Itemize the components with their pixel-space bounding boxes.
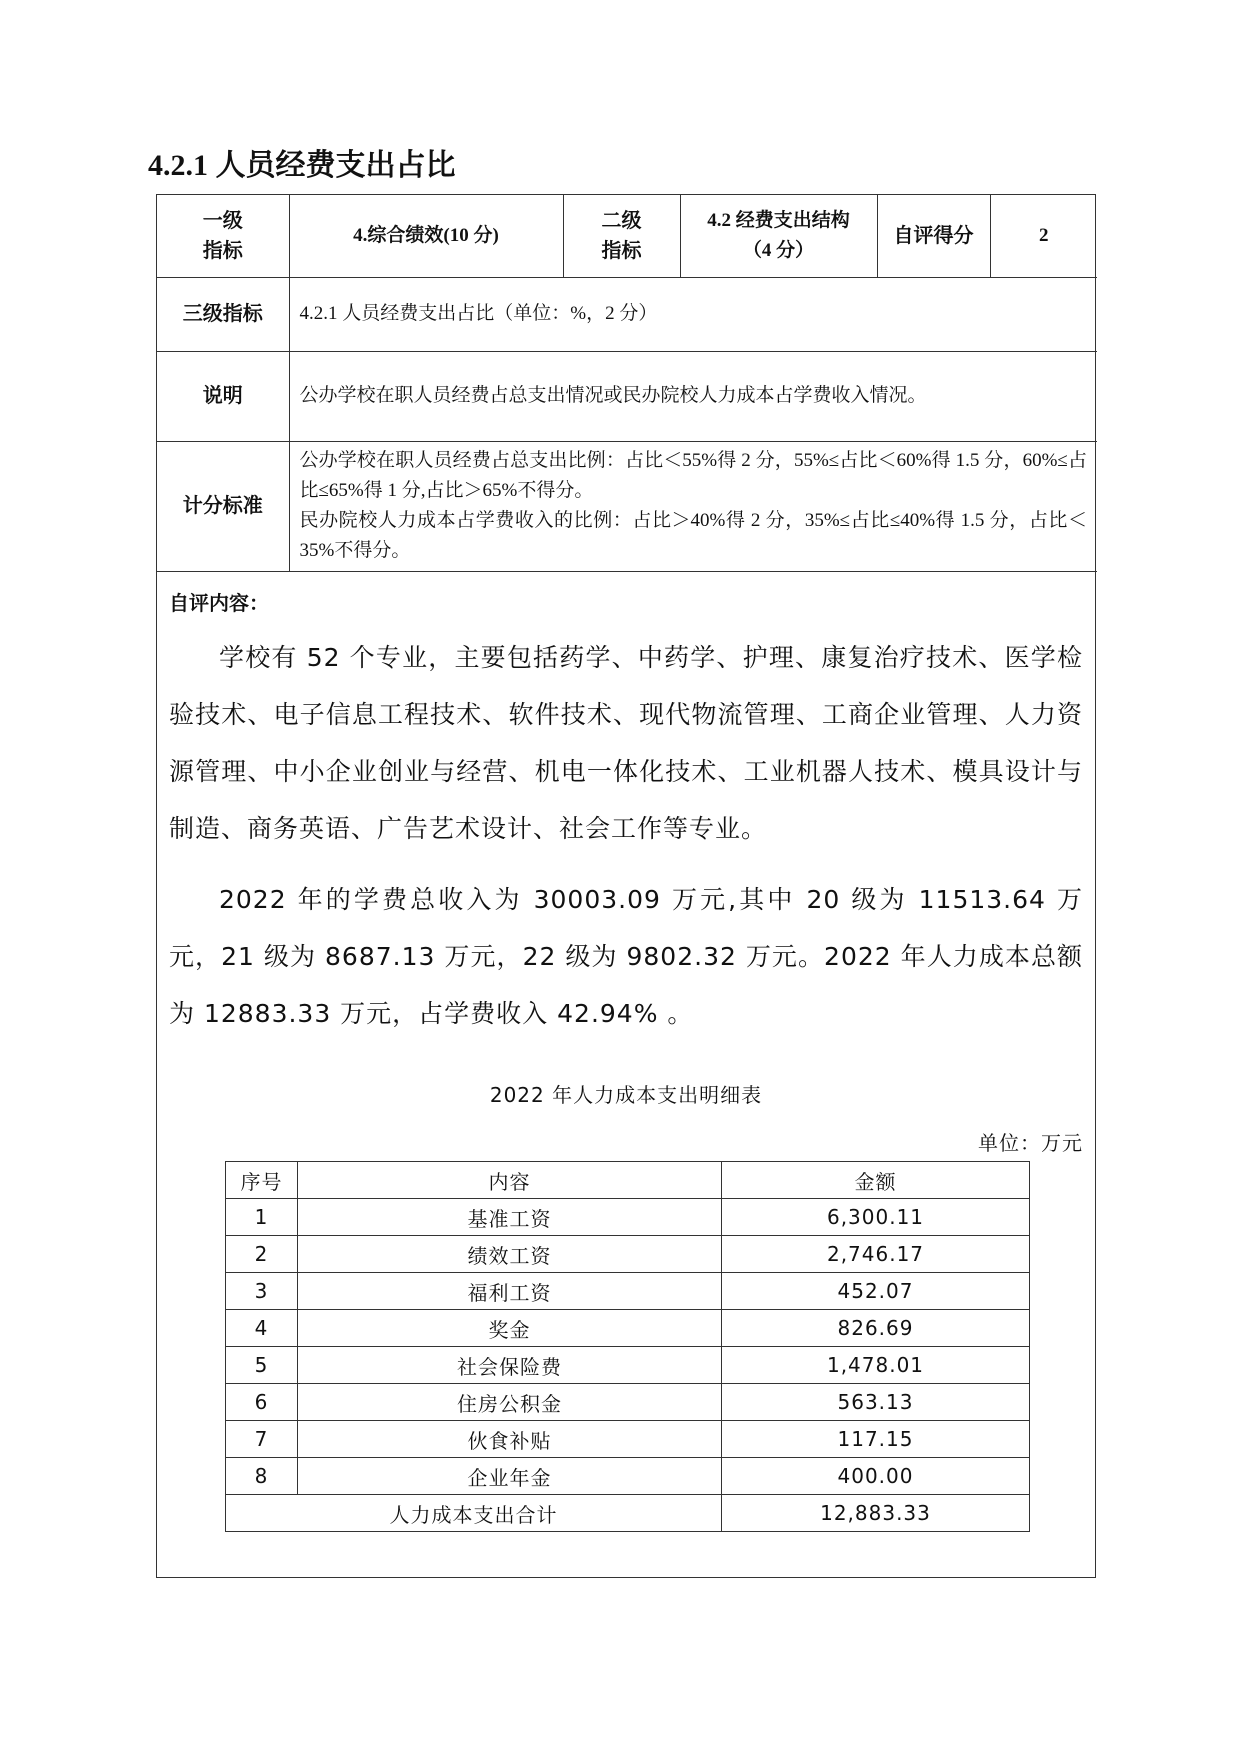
- description-label: 说明: [157, 351, 289, 441]
- row-index: 6: [226, 1384, 298, 1421]
- table-row: [226, 1421, 1030, 1458]
- level3-label: 三级指标: [157, 277, 289, 351]
- table-row: [226, 1347, 1030, 1384]
- level2-label: 二级 指标: [563, 195, 680, 277]
- header-index: 序号: [226, 1162, 298, 1199]
- detail-table-unit: 单位：万元: [978, 1131, 1083, 1155]
- row-amount: 452.07: [722, 1273, 1030, 1310]
- evaluation-form: [156, 194, 1096, 1578]
- row-content: 绩效工资: [298, 1236, 722, 1273]
- table-row: [226, 1273, 1030, 1310]
- row-content: 福利工资: [298, 1273, 722, 1310]
- table-row: [226, 1384, 1030, 1421]
- section-heading: 4.2.1 人员经费支出占比: [148, 149, 456, 182]
- row-amount: 2,746.17: [722, 1236, 1030, 1273]
- level2-value: 4.2 经费支出结构 （4 分）: [680, 195, 877, 277]
- criteria-label: 计分标准: [157, 441, 289, 571]
- level1-value: 4.综合绩效(10 分): [289, 195, 563, 277]
- level1-label: 一级 指标: [157, 195, 289, 277]
- description-value: 公办学校在职人员经费占总支出情况或民办院校人力成本占学费收入情况。: [289, 351, 1097, 441]
- level3-value: 4.2.1 人员经费支出占比（单位：%，2 分）: [289, 277, 1097, 351]
- row-content: 社会保险费: [298, 1347, 722, 1384]
- row-index: 2: [226, 1236, 298, 1273]
- row-index: 5: [226, 1347, 298, 1384]
- table-header-row: [226, 1162, 1030, 1199]
- self-eval-paragraph: 学校有 52 个专业，主要包括药学、中药学、护理、康复治疗技术、医学检验技术、电子信息工程技术、软件技术、现代物流管理、工商企业管理、人力资源管理、中小企业创业与经营、机电一体化技术、工业机器人技术、模具设计与制造、商务英语、广告艺术设计、社会工作等专业。: [169, 643, 1083, 843]
- row-content: 基准工资: [298, 1199, 722, 1236]
- total-label: 人力成本支出合计: [226, 1495, 722, 1532]
- row-amount: 826.69: [722, 1310, 1030, 1347]
- table-row: [226, 1458, 1030, 1495]
- self-score-label: 自评得分: [877, 195, 990, 277]
- row-index: 4: [226, 1310, 298, 1347]
- total-amount: 12,883.33: [722, 1495, 1030, 1532]
- row-amount: 563.13: [722, 1384, 1030, 1421]
- row-amount: 1,478.01: [722, 1347, 1030, 1384]
- row-amount: 6,300.11: [722, 1199, 1030, 1236]
- row-index: 7: [226, 1421, 298, 1458]
- row-content: 伙食补贴: [298, 1421, 722, 1458]
- detail-table-title: 2022 年人力成本支出明细表: [489, 1083, 763, 1107]
- self-eval-title: 自评内容：: [169, 593, 269, 615]
- row-index: 8: [226, 1458, 298, 1495]
- self-score-value: 2: [990, 195, 1097, 277]
- row-content: 企业年金: [298, 1458, 722, 1495]
- table-total-row: [226, 1495, 1030, 1532]
- table-row: [226, 1236, 1030, 1273]
- criteria-value: 公办学校在职人员经费占总支出比例：占比＜55%得 2 分，55%≤占比＜60%得 1.5 分，60%≤占比≤65%得 1 分,占比＞65%不得分。 民办院校人力成本占学费收入的比例：占比＞40%得 2 分，35%≤占比≤40%得 1.5 分，占比＜35%不得分。: [289, 441, 1097, 571]
- row-amount: 400.00: [722, 1458, 1030, 1495]
- self-eval-paragraph: 2022 年的学费总收入为 30003.09 万元,其中 20 级为 11513.64 万元，21 级为 8687.13 万元，22 级为 9802.32 万元。2022 年人力成本总额为 12883.33 万元，占学费收入 42.94% 。: [169, 885, 1083, 1028]
- row-content: 住房公积金: [298, 1384, 722, 1421]
- row-index: 1: [226, 1199, 298, 1236]
- header-content: 内容: [298, 1162, 722, 1199]
- indicator-table: [157, 195, 1097, 572]
- header-amount: 金额: [722, 1162, 1030, 1199]
- row-amount: 117.15: [722, 1421, 1030, 1458]
- cost-detail-table: [225, 1161, 1030, 1532]
- row-content: 奖金: [298, 1310, 722, 1347]
- row-index: 3: [226, 1273, 298, 1310]
- table-row: [226, 1199, 1030, 1236]
- table-row: [226, 1310, 1030, 1347]
